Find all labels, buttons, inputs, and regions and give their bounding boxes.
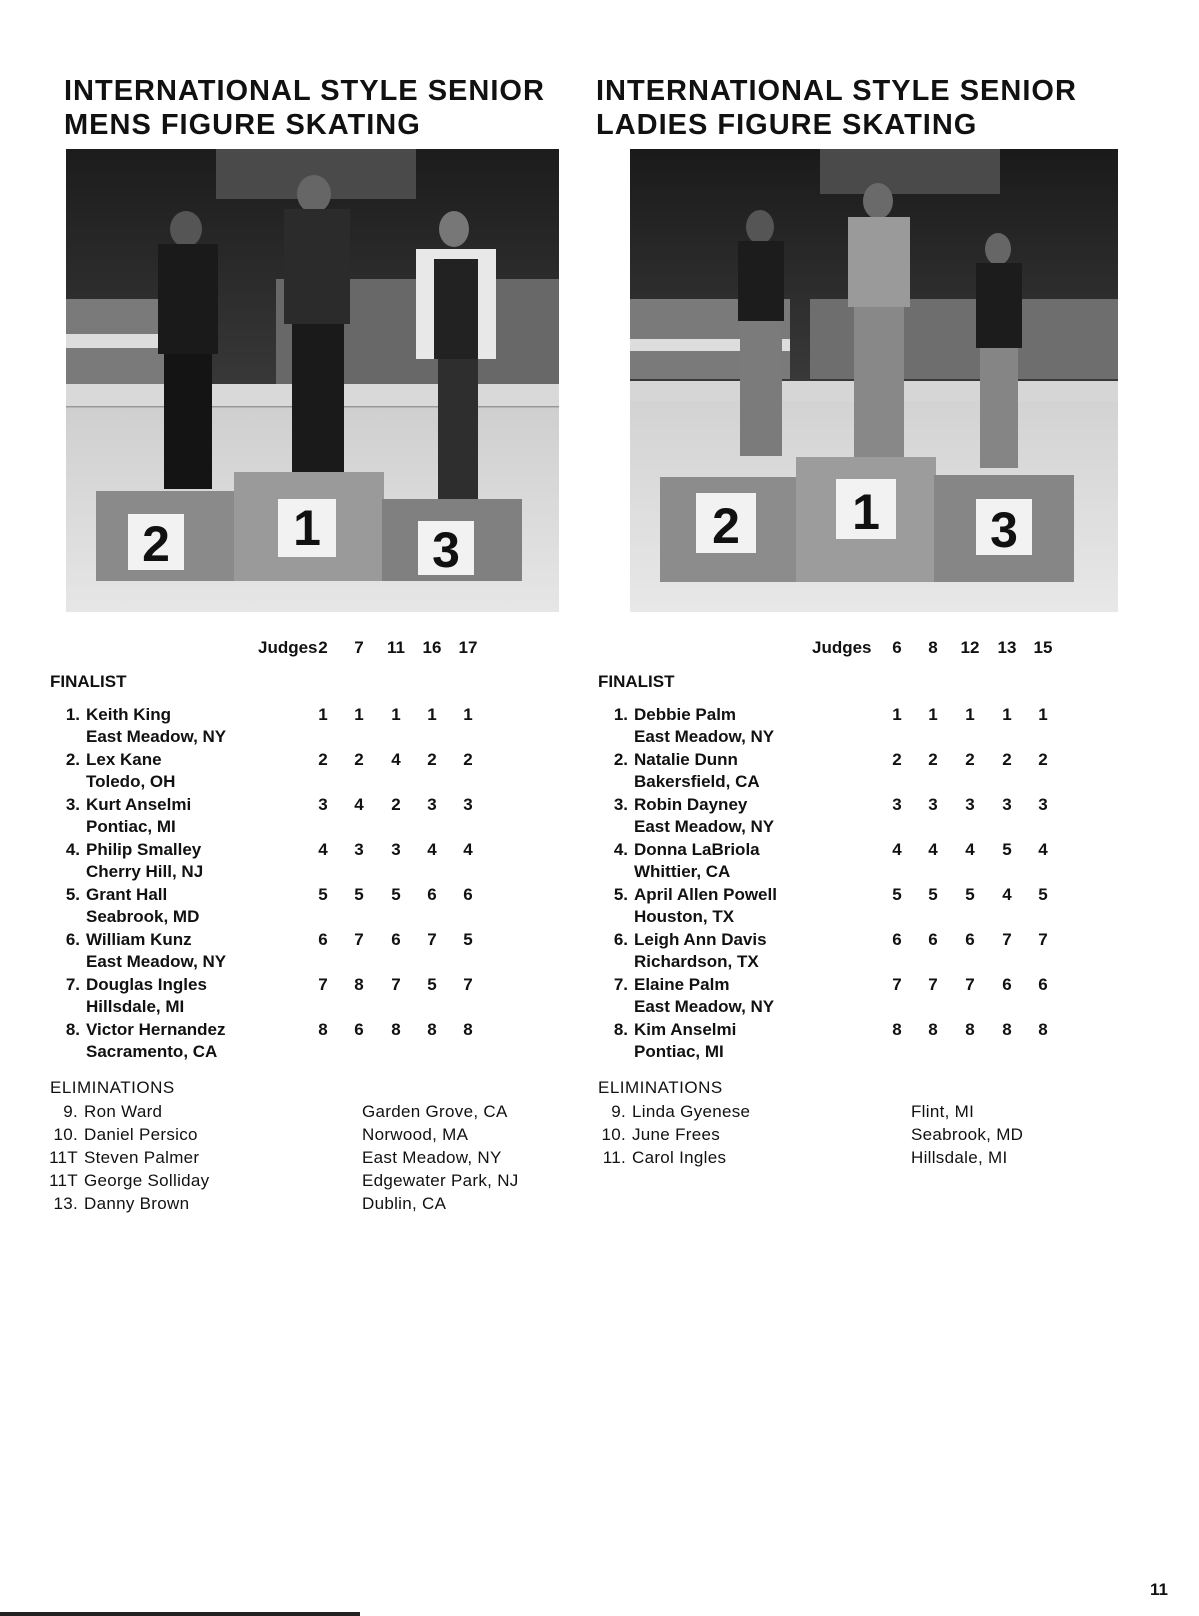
ladies-finalist-row xyxy=(596,794,1116,839)
elimination-row xyxy=(596,1146,1156,1169)
judge-score: 4 xyxy=(928,840,938,859)
mens-podium-third-label: 3 xyxy=(432,522,460,578)
mens-heading xyxy=(64,74,545,142)
finalist-rank: 8. xyxy=(65,1020,80,1039)
judge-score: 3 xyxy=(892,795,902,814)
judge-score: 1 xyxy=(391,705,401,724)
ladies-finalist-row xyxy=(596,749,1116,794)
judge-score: 5 xyxy=(928,885,938,904)
ladies-title-line1: INTERNATIONAL STYLE SENIOR xyxy=(596,75,1077,107)
judge-score: 2 xyxy=(318,750,328,769)
judge-score: 6 xyxy=(1002,975,1012,994)
ladies-judge-number: 13 xyxy=(997,638,1017,657)
judge-score: 2 xyxy=(965,750,975,769)
finalist-rank: 3. xyxy=(65,795,80,814)
finalist-location: Houston, TX xyxy=(634,907,735,926)
judge-score: 8 xyxy=(354,975,364,994)
finalist-name: Natalie Dunn xyxy=(634,750,738,769)
mens-finalist-label: FINALIST xyxy=(50,672,127,691)
elimination-row xyxy=(596,1123,1156,1146)
finalist-rank: 7. xyxy=(613,975,628,994)
judge-score: 8 xyxy=(391,1020,401,1039)
elimination-name: Linda Gyenese xyxy=(632,1102,751,1121)
judge-score: 7 xyxy=(1002,930,1012,949)
finalist-location: East Meadow, NY xyxy=(634,997,775,1016)
elimination-name: Ron Ward xyxy=(84,1102,163,1121)
elimination-rank: 9. xyxy=(611,1102,626,1121)
elimination-name: Carol Ingles xyxy=(632,1148,727,1167)
judge-score: 3 xyxy=(463,795,473,814)
elimination-name: Steven Palmer xyxy=(84,1148,200,1167)
elimination-row xyxy=(596,1100,1156,1123)
elimination-location: Norwood, MA xyxy=(362,1125,469,1144)
judge-score: 3 xyxy=(354,840,364,859)
judge-score: 1 xyxy=(892,705,902,724)
finalist-name: Elaine Palm xyxy=(634,975,730,994)
finalist-rank: 6. xyxy=(65,930,80,949)
judge-score: 1 xyxy=(1038,705,1048,724)
elimination-rank: 10. xyxy=(53,1125,78,1144)
finalist-name: April Allen Powell xyxy=(634,885,777,904)
ladies-finalist-row xyxy=(596,929,1116,974)
judge-score: 7 xyxy=(928,975,938,994)
mens-title-line2: MENS FIGURE SKATING xyxy=(64,109,421,141)
judge-score: 3 xyxy=(965,795,975,814)
mens-judges-label: Judges xyxy=(258,638,318,657)
judge-score: 4 xyxy=(391,750,401,769)
finalist-rank: 1. xyxy=(65,705,80,724)
mens-podium-photo xyxy=(66,149,559,612)
ladies-finalist-row xyxy=(596,974,1116,1019)
judge-score: 7 xyxy=(318,975,328,994)
elimination-location: Dublin, CA xyxy=(362,1194,447,1213)
mens-judge-number: 11 xyxy=(387,638,405,657)
judge-score: 5 xyxy=(391,885,401,904)
mens-podium-second-label: 2 xyxy=(142,516,170,572)
judge-score: 8 xyxy=(965,1020,975,1039)
finalist-rank: 5. xyxy=(613,885,628,904)
finalist-name: Leigh Ann Davis xyxy=(634,930,767,949)
judge-score: 2 xyxy=(1038,750,1048,769)
ladies-podium-photo xyxy=(630,149,1118,612)
judge-score: 6 xyxy=(391,930,401,949)
judge-score: 6 xyxy=(427,885,437,904)
mens-judge-number: 16 xyxy=(422,638,442,657)
judge-score: 4 xyxy=(1038,840,1048,859)
finalist-location: East Meadow, NY xyxy=(86,727,227,746)
mens-judges-row xyxy=(48,638,568,660)
elimination-location: Flint, MI xyxy=(911,1102,975,1121)
judge-score: 6 xyxy=(892,930,902,949)
elimination-row xyxy=(48,1192,608,1215)
judge-score: 2 xyxy=(463,750,473,769)
judge-score: 5 xyxy=(965,885,975,904)
elimination-name: June Frees xyxy=(632,1125,721,1144)
judge-score: 6 xyxy=(318,930,328,949)
mens-finalist-row xyxy=(48,749,568,794)
mens-eliminations-label: ELIMINATIONS xyxy=(50,1078,175,1097)
judge-score: 3 xyxy=(391,840,401,859)
judge-score: 8 xyxy=(427,1020,437,1039)
finalist-location: Pontiac, MI xyxy=(634,1042,724,1061)
elimination-name: Daniel Persico xyxy=(84,1125,198,1144)
ladies-judge-number: 8 xyxy=(928,638,938,657)
finalist-name: Donna LaBriola xyxy=(634,840,760,859)
finalist-rank: 7. xyxy=(65,975,80,994)
mens-title-line1: INTERNATIONAL STYLE SENIOR xyxy=(64,75,545,107)
judge-score: 4 xyxy=(318,840,328,859)
judge-score: 7 xyxy=(892,975,902,994)
finalist-location: Hillsdale, MI xyxy=(86,997,185,1016)
elimination-rank: 13. xyxy=(53,1194,78,1213)
finalist-location: East Meadow, NY xyxy=(634,817,775,836)
judge-score: 4 xyxy=(354,795,364,814)
finalist-name: Grant Hall xyxy=(86,885,168,904)
finalist-location: East Meadow, NY xyxy=(634,727,775,746)
bottom-rule xyxy=(0,1612,360,1616)
finalist-name: Keith King xyxy=(86,705,171,724)
judge-score: 5 xyxy=(1038,885,1048,904)
mens-finalist-row xyxy=(48,794,568,839)
finalist-rank: 8. xyxy=(613,1020,628,1039)
elimination-location: Hillsdale, MI xyxy=(911,1148,1008,1167)
elimination-location: Garden Grove, CA xyxy=(362,1102,508,1121)
finalist-location: Sacramento, CA xyxy=(86,1042,218,1061)
judge-score: 7 xyxy=(965,975,975,994)
judge-score: 4 xyxy=(965,840,975,859)
judge-score: 6 xyxy=(965,930,975,949)
finalist-location: Whittier, CA xyxy=(634,862,731,881)
ladies-podium-third-label: 3 xyxy=(990,502,1018,558)
ladies-heading xyxy=(596,74,1077,142)
judge-score: 2 xyxy=(427,750,437,769)
elimination-row xyxy=(48,1123,608,1146)
judge-score: 2 xyxy=(1002,750,1012,769)
elimination-rank: 11. xyxy=(602,1148,626,1167)
finalist-location: Bakersfield, CA xyxy=(634,772,760,791)
judge-score: 2 xyxy=(892,750,902,769)
judge-score: 3 xyxy=(1038,795,1048,814)
mens-finalist-row xyxy=(48,704,568,749)
ladies-judge-number: 6 xyxy=(892,638,902,657)
finalist-rank: 1. xyxy=(613,705,628,724)
judge-score: 2 xyxy=(928,750,938,769)
mens-finalist-row xyxy=(48,839,568,884)
judge-score: 3 xyxy=(928,795,938,814)
judge-score: 8 xyxy=(318,1020,328,1039)
judge-score: 4 xyxy=(463,840,473,859)
judge-score: 8 xyxy=(928,1020,938,1039)
judge-score: 3 xyxy=(318,795,328,814)
judge-score: 6 xyxy=(1038,975,1048,994)
finalist-rank: 2. xyxy=(65,750,80,769)
judge-score: 3 xyxy=(427,795,437,814)
judge-score: 8 xyxy=(1038,1020,1048,1039)
judge-score: 1 xyxy=(928,705,938,724)
elimination-rank: 11T xyxy=(49,1148,78,1167)
finalist-rank: 4. xyxy=(613,840,628,859)
mens-podium-first-label: 1 xyxy=(293,500,321,556)
mens-finalist-row xyxy=(48,929,568,974)
elimination-row xyxy=(48,1100,608,1123)
finalist-name: Kurt Anselmi xyxy=(86,795,192,814)
judge-score: 5 xyxy=(463,930,473,949)
mens-judge-number: 17 xyxy=(458,638,478,657)
judge-score: 1 xyxy=(427,705,437,724)
ladies-finalist-row xyxy=(596,1019,1116,1064)
judge-score: 8 xyxy=(1002,1020,1012,1039)
ladies-finalist-row xyxy=(596,839,1116,884)
judge-score: 1 xyxy=(1002,705,1012,724)
elimination-rank: 9. xyxy=(63,1102,78,1121)
finalist-location: Seabrook, MD xyxy=(86,907,200,926)
ladies-podium-second-label: 2 xyxy=(712,498,740,554)
judge-score: 7 xyxy=(391,975,401,994)
judge-score: 5 xyxy=(318,885,328,904)
judge-score: 6 xyxy=(463,885,473,904)
page-number: 11 xyxy=(1150,1580,1168,1599)
mens-judge-number: 7 xyxy=(354,638,364,657)
elimination-name: Danny Brown xyxy=(84,1194,190,1213)
finalist-rank: 2. xyxy=(613,750,628,769)
finalist-location: East Meadow, NY xyxy=(86,952,227,971)
mens-finalist-row xyxy=(48,974,568,1019)
finalist-rank: 5. xyxy=(65,885,80,904)
judge-score: 3 xyxy=(1002,795,1012,814)
elimination-location: Edgewater Park, NJ xyxy=(362,1171,519,1190)
ladies-judges-row xyxy=(596,638,1116,660)
ladies-finalist-row xyxy=(596,704,1116,749)
mens-finalist-row xyxy=(48,884,568,929)
judge-score: 4 xyxy=(892,840,902,859)
judge-score: 2 xyxy=(391,795,401,814)
ladies-finalist-label: FINALIST xyxy=(598,672,675,691)
ladies-judges-label: Judges xyxy=(812,638,872,657)
finalist-name: Lex Kane xyxy=(86,750,162,769)
judge-score: 7 xyxy=(427,930,437,949)
finalist-name: Victor Hernandez xyxy=(86,1020,226,1039)
judge-score: 6 xyxy=(928,930,938,949)
finalist-rank: 6. xyxy=(613,930,628,949)
elimination-location: Seabrook, MD xyxy=(911,1125,1024,1144)
judge-score: 7 xyxy=(463,975,473,994)
finalist-location: Cherry Hill, NJ xyxy=(86,862,204,881)
elimination-location: East Meadow, NY xyxy=(362,1148,502,1167)
ladies-judge-number: 12 xyxy=(960,638,980,657)
ladies-title-line2: LADIES FIGURE SKATING xyxy=(596,109,978,141)
finalist-location: Richardson, TX xyxy=(634,952,759,971)
finalist-location: Pontiac, MI xyxy=(86,817,176,836)
mens-finalist-row xyxy=(48,1019,568,1064)
elimination-rank: 10. xyxy=(601,1125,626,1144)
judge-score: 4 xyxy=(1002,885,1012,904)
elimination-row xyxy=(48,1169,608,1192)
finalist-name: William Kunz xyxy=(86,930,192,949)
judge-score: 4 xyxy=(427,840,437,859)
judge-score: 5 xyxy=(1002,840,1012,859)
judge-score: 2 xyxy=(354,750,364,769)
judge-score: 8 xyxy=(463,1020,473,1039)
judge-score: 5 xyxy=(427,975,437,994)
finalist-location: Toledo, OH xyxy=(86,772,176,791)
judge-score: 5 xyxy=(354,885,364,904)
finalist-rank: 4. xyxy=(65,840,80,859)
judge-score: 8 xyxy=(892,1020,902,1039)
judge-score: 1 xyxy=(463,705,473,724)
judge-score: 7 xyxy=(354,930,364,949)
ladies-podium-first-label: 1 xyxy=(852,484,880,540)
judge-score: 1 xyxy=(318,705,328,724)
elimination-rank: 11T xyxy=(49,1171,78,1190)
finalist-rank: 3. xyxy=(613,795,628,814)
judge-score: 6 xyxy=(354,1020,364,1039)
finalist-name: Debbie Palm xyxy=(634,705,737,724)
finalist-name: Douglas Ingles xyxy=(86,975,207,994)
judge-score: 1 xyxy=(965,705,975,724)
mens-judge-number: 2 xyxy=(318,638,328,657)
ladies-eliminations-label: ELIMINATIONS xyxy=(598,1078,723,1097)
finalist-name: Philip Smalley xyxy=(86,840,202,859)
elimination-row xyxy=(48,1146,608,1169)
judge-score: 5 xyxy=(892,885,902,904)
ladies-judge-number: 15 xyxy=(1033,638,1053,657)
finalist-name: Robin Dayney xyxy=(634,795,748,814)
elimination-name: George Solliday xyxy=(84,1171,210,1190)
ladies-finalist-row xyxy=(596,884,1116,929)
judge-score: 7 xyxy=(1038,930,1048,949)
judge-score: 1 xyxy=(354,705,364,724)
finalist-name: Kim Anselmi xyxy=(634,1020,737,1039)
